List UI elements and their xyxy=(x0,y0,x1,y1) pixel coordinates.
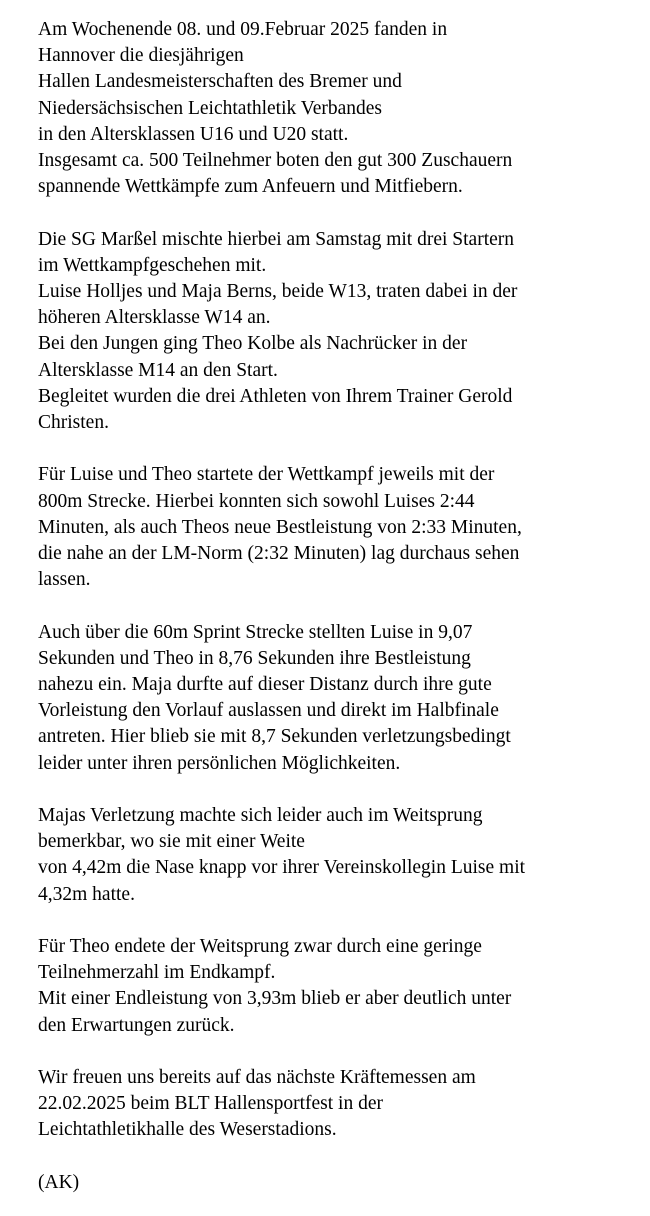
text-line: Mit einer Endleistung von 3,93m blieb er aber deutlich unter xyxy=(38,988,512,1010)
author-signature: (AK) xyxy=(38,1171,80,1193)
paragraph-60m-sprint xyxy=(38,620,638,777)
text-line: Für Luise und Theo startete der Wettkampf jeweils mit der xyxy=(38,464,495,486)
paragraph-800m xyxy=(38,462,638,593)
text-line: Hallen Landesmeisterschaften des Bremer und xyxy=(38,71,402,93)
text-line: Wir freuen uns bereits auf das nächste Kräftemessen am xyxy=(38,1067,476,1089)
text-line: Altersklasse M14 an den Start. xyxy=(38,359,278,381)
text-line: in den Altersklassen U16 und U20 statt. xyxy=(38,123,349,145)
text-line: die nahe an der LM-Norm (2:32 Minuten) lag durchaus sehen xyxy=(38,543,520,565)
text-line: antreten. Hier blieb sie mit 8,7 Sekunden verletzungsbedingt xyxy=(38,726,511,748)
paragraph-participants xyxy=(38,227,638,437)
text-line: Luise Holljes und Maja Berns, beide W13, traten dabei in der xyxy=(38,281,518,303)
text-line: Hannover die diesjährigen xyxy=(38,45,244,67)
text-line: Auch über die 60m Sprint Strecke stellten Luise in 9,07 xyxy=(38,621,473,643)
text-line: Teilnehmerzahl im Endkampf. xyxy=(38,962,276,984)
text-line: Am Wochenende 08. und 09.Februar 2025 fanden in xyxy=(38,19,448,40)
text-line: höheren Altersklasse W14 an. xyxy=(38,307,271,329)
text-line: Leichtathletikhalle des Weserstadions. xyxy=(38,1119,337,1141)
paragraph-intro xyxy=(38,17,638,200)
text-line: den Erwartungen zurück. xyxy=(38,1014,235,1036)
text-line: bemerkbar, wo sie mit einer Weite xyxy=(38,831,305,853)
text-line: im Wettkampfgeschehen mit. xyxy=(38,254,267,276)
text-line: von 4,42m die Nase knapp vor ihrer Vereinskollegin Luise mit xyxy=(38,857,526,879)
paragraph-weitsprung-maja xyxy=(38,803,638,908)
text-line: Vorleistung den Vorlauf auslassen und direkt im Halbfinale xyxy=(38,700,499,722)
paragraph-weitsprung-theo xyxy=(38,934,638,1039)
text-line: Für Theo endete der Weitsprung zwar durch eine geringe xyxy=(38,936,482,958)
text-line: Begleitet wurden die drei Athleten von Ihrem Trainer Gerold xyxy=(38,385,513,407)
text-line: 4,32m hatte. xyxy=(38,883,135,905)
text-line: Niedersächsischen Leichtathletik Verbandes xyxy=(38,97,383,119)
text-line: Die SG Marßel mischte hierbei am Samstag mit drei Startern xyxy=(38,228,515,250)
text-line: Bei den Jungen ging Theo Kolbe als Nachrücker in der xyxy=(38,333,468,355)
text-line: Minuten, als auch Theos neue Bestleistung von 2:33 Minuten, xyxy=(38,516,522,538)
text-line: 800m Strecke. Hierbei konnten sich sowohl Luises 2:44 xyxy=(38,490,475,512)
article-body xyxy=(38,17,638,1196)
text-line: spannende Wettkämpfe zum Anfeuern und Mitfiebern. xyxy=(38,176,463,198)
text-line: lassen. xyxy=(38,569,91,591)
text-line: 22.02.2025 beim BLT Hallensportfest in der xyxy=(38,1093,384,1115)
text-line: nahezu ein. Maja durfte auf dieser Distanz durch ihre gute xyxy=(38,674,492,696)
text-line: Christen. xyxy=(38,412,109,434)
text-line: leider unter ihren persönlichen Möglichkeiten. xyxy=(38,752,401,774)
text-line: Majas Verletzung machte sich leider auch im Weitsprung xyxy=(38,805,483,827)
paragraph-outlook xyxy=(38,1065,638,1144)
text-line: Sekunden und Theo in 8,76 Sekunden ihre Bestleistung xyxy=(38,647,471,669)
text-line: Insgesamt ca. 500 Teilnehmer boten den gut 300 Zuschauern xyxy=(38,150,513,172)
